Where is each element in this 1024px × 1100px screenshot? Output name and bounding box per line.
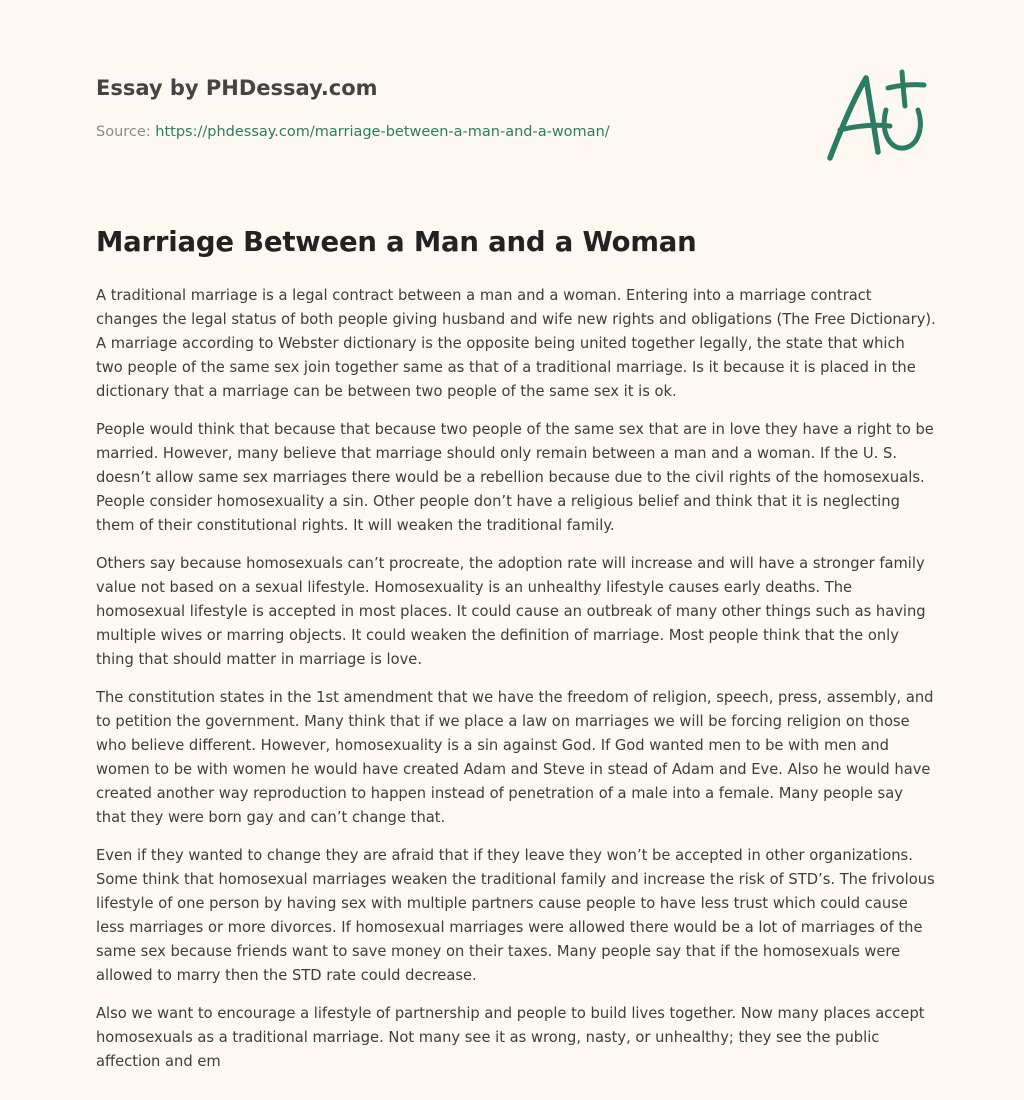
essay-paragraph: Also we want to encourage a lifestyle of partnership and people to build lives together. Now many places accept homosexuals as a traditional marriage. Not many see it as wrong, nasty, or unhealthy; they see the public affection and em [96,1005,925,1070]
essay-paragraph: A traditional marriage is a legal contract between a man and a woman. Entering into a marriage contract changes the legal status of both people giving husband and wife new rights and obligations (The Free Dictionary). A marriage according to Webster dictionary is the opposite being united together legally, the state that which two people of the same sex join together same as that of a traditional marriage. Is it because it is placed in the dictionary that a marriage can be between two people of the same sex it is ok. [96,287,936,400]
essay-body [96,284,936,1088]
essay-paragraph: People would think that because that because two people of the same sex that are in love they have a right to be married. However, many believe that marriage should only remain between a man and a woman. If the U. S. doesn’t allow same sex marriages there would be a rebellion because due to the civil rights of the homosexuals. People consider homosexuality a sin. Other people don’t have a religious belief and think that it is neglecting them of their constitutional rights. It will weaken the traditional family. [96,421,934,534]
site-brand: Essay by PHDessay.com [96,76,378,100]
source-label: Source: [96,124,151,140]
essay-paragraph: Others say because homosexuals can’t procreate, the adoption rate will increase and will have a stronger family value not based on a sexual lifestyle. Homosexuality is an unhealthy lifestyle causes early deaths. The homosexual lifestyle is accepted in most places. It could cause an outbreak of many other things such as having multiple wives or marring objects. It could weaken the definition of marriage. Most people think that the only thing that should matter in marriage is love. [96,555,926,668]
a-plus-grade-icon [822,66,928,166]
source-line [96,124,610,140]
source-link[interactable]: https://phdessay.com/marriage-between-a-man-and-a-woman/ [155,124,610,140]
essay-paragraph: The constitution states in the 1st amendment that we have the freedom of religion, speech, press, assembly, and to petition the government. Many think that if we place a law on marriages we will be forcing religion on those who believe different. However, homosexuality is a sin against God. If God wanted men to be with men and women to be with women he would have created Adam and Steve in stead of Adam and Eve. Also he would have created another way reproduction to happen instead of penetration of a male into a female. Many people say that they were born gay and can’t change that. [96,689,934,826]
essay-title: Marriage Between a Man and a Woman [96,226,697,258]
essay-paragraph: Even if they wanted to change they are afraid that if they leave they won’t be accepted in other organizations. Some think that homosexual marriages weaken the traditional family and increase the risk of STD’s. The frivolous lifestyle of one person by having sex with multiple partners cause people to have less trust which could cause less marriages or more divorces. If homosexual marriages were allowed there would be a lot of marriages of the same sex because friends want to save money on their taxes. Many people say that if the homosexuals were allowed to marry then the STD rate could decrease. [96,847,935,984]
